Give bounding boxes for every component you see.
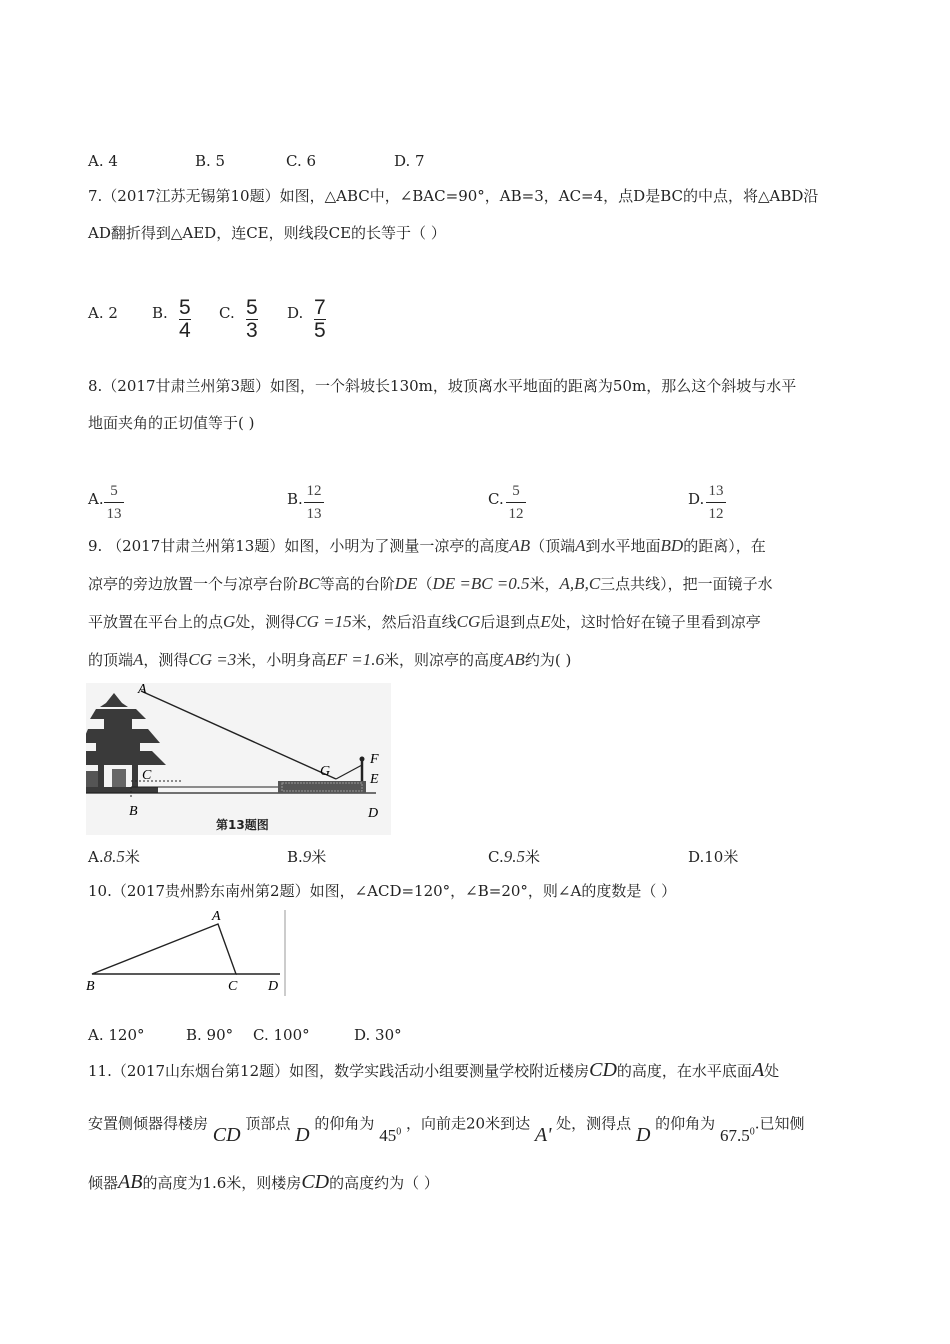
- q9-stem-line1: 9. （2017甘肃兰州第13题）如图，小明为了测量一凉亭的高度AB（顶端A到水平地面BD的距离），在: [88, 536, 766, 555]
- q10-option-d: D. 30°: [354, 1026, 402, 1044]
- q9-stem-line3: 平放置在平台上的点G处，测得CG =15米，然后沿直线CG后退到点E处，这时恰好在镜子里看到凉亭: [88, 612, 761, 631]
- q8-option-c-label: C.: [488, 490, 504, 508]
- q6-option-a: A. 4: [88, 152, 118, 170]
- fig9-label-g: G: [320, 764, 331, 779]
- fig9-label-b: B: [129, 804, 138, 819]
- q9-stem-line2: 凉亭的旁边放置一个与凉亭台阶BC等高的台阶DE（DE =BC =0.5米，A,B,C三点共线），把一面镜子水: [88, 574, 773, 593]
- q7-option-b-fraction: $\frac{5}{4}$: [179, 296, 191, 342]
- q7-option-c-fraction: $\frac{5}{3}$: [246, 296, 258, 342]
- q7-option-a: A. 2: [88, 304, 118, 322]
- fig9-label-a: A: [138, 683, 147, 697]
- q6-option-b: B. 5: [195, 152, 226, 170]
- q10-figure-triangle: [84, 906, 294, 998]
- q10-option-c: C. 100°: [253, 1026, 310, 1044]
- q7-stem-line2: AD翻折得到△AED，连CE，则线段CE的长等于（ ）: [88, 224, 446, 242]
- q7-option-b-label: B.: [152, 304, 168, 322]
- q11-stem-line2: 安置侧倾器得楼房 CD 顶部点 D 的仰角为 $45^0$ ，向前走20米到达 A' 处，测得点 D 的仰角为 67.5$^0$.已知侧: [88, 1114, 805, 1146]
- q10-stem: 10.（2017贵州黔东南州第2题）如图，∠ACD=120°，∠B=20°，则∠A的度数是（ ）: [88, 882, 677, 900]
- fig10-label-a: A: [212, 909, 221, 924]
- q8-option-a-fraction: $\frac{5}{13}$: [104, 481, 124, 524]
- q8-option-a-label: A.: [88, 490, 104, 508]
- q10-option-a: A. 120°: [88, 1026, 145, 1044]
- fig9-caption: 第13题图: [216, 818, 269, 832]
- q8-stem-line1: 8.（2017甘肃兰州第3题）如图，一个斜坡长130m，坡顶离水平地面的距离为50m，那么这个斜坡与水平: [88, 377, 797, 395]
- fig10-label-b: B: [86, 979, 95, 994]
- q9-option-a: A.8.5米: [88, 847, 140, 866]
- q9-stem-line4: 的顶端A，测得CG =3米，小明身高EF =1.6米，则凉亭的高度AB约为( ): [88, 650, 572, 669]
- q8-option-c-fraction: $\frac{5}{12}$: [506, 481, 526, 524]
- q8-option-b-label: B.: [287, 490, 303, 508]
- q11-stem-line3: 倾器AB的高度为1.6米，则楼房CD的高度约为（ ）: [88, 1171, 439, 1193]
- q8-option-d-label: D.: [688, 490, 705, 508]
- q7-option-d-fraction: $\frac{7}{5}$: [314, 296, 326, 342]
- q8-option-d-fraction: $\frac{13}{12}$: [706, 481, 726, 524]
- fig10-label-d: D: [268, 979, 279, 994]
- q9-figure-pavilion: [86, 683, 391, 835]
- q7-option-d-label: D.: [287, 304, 304, 322]
- q8-option-b-fraction: $\frac{12}{13}$: [304, 481, 324, 524]
- q6-option-d: D. 7: [394, 152, 425, 170]
- q9-option-c: C.9.5米: [488, 847, 540, 866]
- fig9-label-e: E: [370, 772, 379, 787]
- fig9-label-d: D: [368, 806, 379, 821]
- fig9-label-c: C: [142, 768, 152, 783]
- q7-option-c-label: C.: [219, 304, 235, 322]
- q11-stem-line1: 11.（2017山东烟台第12题）如图，数学实践活动小组要测量学校附近楼房CD的高度，在水平底面A处: [88, 1059, 780, 1081]
- q7-stem-line1: 7.（2017江苏无锡第10题）如图，△ABC中，∠BAC=90°，AB=3，AC=4，点D是BC的中点，将△ABD沿: [88, 187, 819, 205]
- q8-stem-line2: 地面夹角的正切值等于( ): [88, 414, 255, 432]
- q9-option-b: B.9米: [287, 847, 327, 866]
- q6-option-c: C. 6: [286, 152, 317, 170]
- q10-option-b: B. 90°: [186, 1026, 234, 1044]
- fig9-label-f: F: [370, 752, 379, 767]
- q9-option-d: D.10米: [688, 848, 739, 866]
- fig10-label-c: C: [228, 979, 238, 994]
